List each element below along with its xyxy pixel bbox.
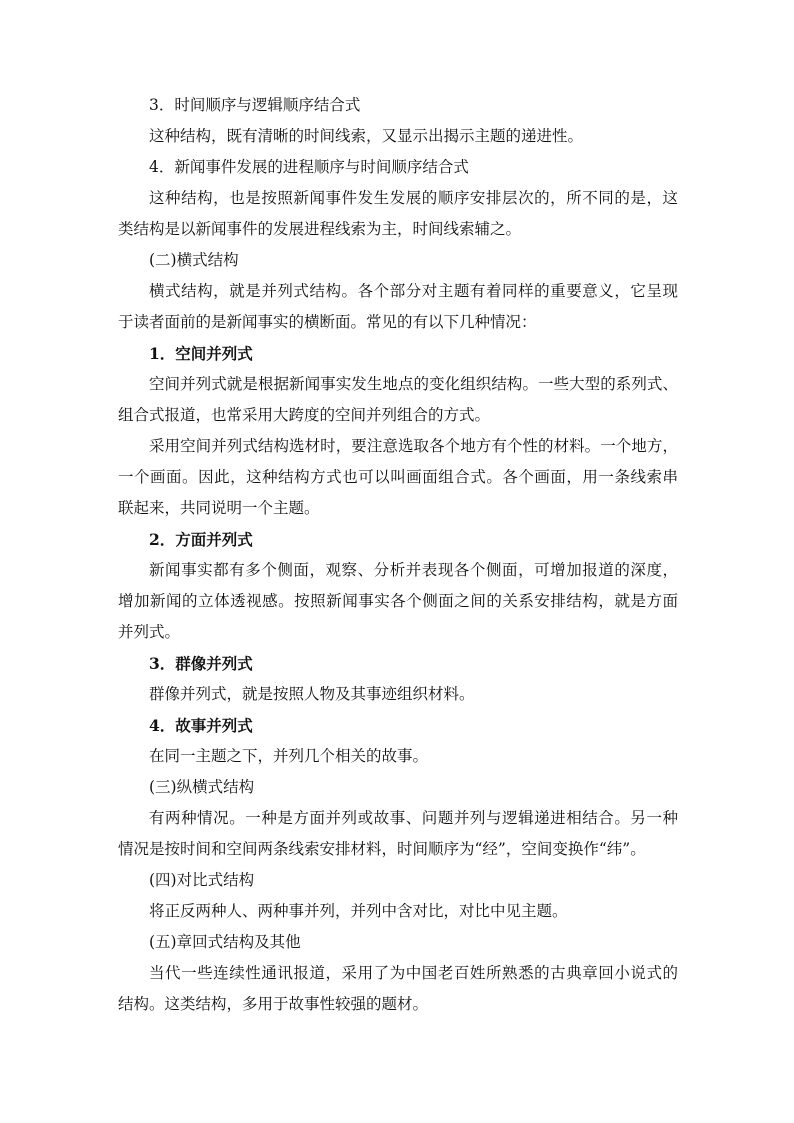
subheading-spatial-parallel: 1．空间并列式 bbox=[149, 344, 253, 363]
paragraph-line: 群像并列式，就是按照人物及其事迹组织材料。 bbox=[149, 685, 475, 703]
paragraph-line: 一个画面。因此，这种结构方式也可以叫画面组合式。各个画面，用一条线索串 bbox=[118, 468, 678, 486]
paragraph-line: 增加新闻的立体透视感。按照新闻事实各个侧面之间的关系安排结构，就是方面 bbox=[118, 592, 678, 610]
paragraph-line: 于读者面前的是新闻事实的横断面。常见的有以下几种情况： bbox=[118, 313, 537, 331]
paragraph-line: 空间并列式就是根据新闻事实发生地点的变化组织结构。一些大型的系列式、 bbox=[149, 375, 678, 393]
subheading-group-portrait-parallel: 3．群像并列式 bbox=[149, 654, 253, 673]
paragraph-line: 在同一主题之下，并列几个相关的故事。 bbox=[149, 747, 429, 765]
paragraph-line: 组合式报道，也常采用大跨度的空间并列组合的方式。 bbox=[118, 406, 491, 424]
document-body bbox=[118, 90, 678, 1020]
subheading-story-parallel: 4．故事并列式 bbox=[149, 716, 253, 735]
paragraph-line: 当代一些连续性通讯报道，采用了为中国老百姓所熟悉的古典章回小说式的 bbox=[149, 964, 678, 982]
paragraph-line: 类结构是以新闻事件的发展进程线索为主，时间线索辅之。 bbox=[118, 220, 522, 238]
paragraph-line: 新闻事实都有多个侧面，观察、分析并表现各个侧面，可增加报道的深度， bbox=[149, 561, 678, 579]
paragraph-line: 这种结构，既有清晰的时间线索，又显示出揭示主题的递进性。 bbox=[149, 127, 584, 145]
section-heading-chapter-structure: (五)章回式结构及其他 bbox=[149, 933, 301, 951]
paragraph-line: 这种结构，也是按照新闻事件发生发展的顺序安排层次的，所不同的是，这 bbox=[149, 189, 678, 207]
paragraph-line: 采用空间并列式结构选材时，要注意选取各个地方有个性的材料。一个地方， bbox=[149, 437, 678, 455]
paragraph-line: 横式结构，就是并列式结构。各个部分对主题有着同样的重要意义，它呈现 bbox=[149, 282, 678, 300]
subheading-event-progress-time-combined: 4．新闻事件发展的进程顺序与时间顺序结合式 bbox=[149, 158, 469, 176]
paragraph-line: 结构。这类结构，多用于故事性较强的题材。 bbox=[118, 995, 429, 1013]
paragraph-line: 联起来，共同说明一个主题。 bbox=[118, 499, 320, 517]
paragraph-line: 将正反两种人、两种事并列，并列中含对比，对比中见主题。 bbox=[149, 902, 568, 920]
paragraph-line: 有两种情况。一种是方面并列或故事、问题并列与逻辑递进相结合。另一种 bbox=[149, 809, 678, 827]
section-heading-horizontal-structure: (二)横式结构 bbox=[149, 251, 239, 269]
section-heading-vertical-horizontal-structure: (三)纵横式结构 bbox=[149, 778, 255, 796]
subheading-aspect-parallel: 2．方面并列式 bbox=[149, 530, 253, 549]
subheading-time-logic-combined: 3．时间顺序与逻辑顺序结合式 bbox=[149, 96, 361, 114]
paragraph-line: 并列式。 bbox=[118, 623, 181, 641]
paragraph-line: 情况是按时间和空间两条线索安排材料，时间顺序为“经”，空间变换作“纬”。 bbox=[118, 840, 646, 858]
section-heading-contrast-structure: (四)对比式结构 bbox=[149, 871, 255, 889]
